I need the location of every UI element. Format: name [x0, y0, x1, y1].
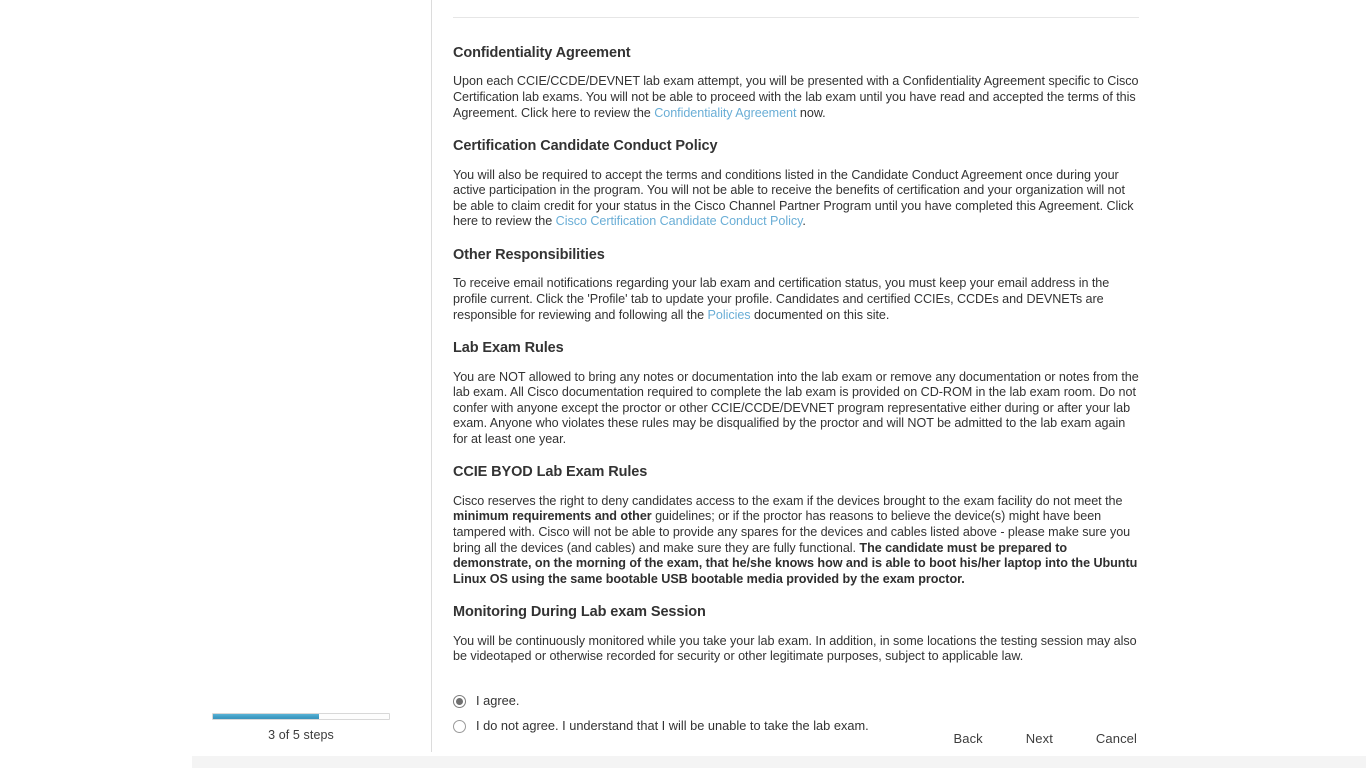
- section-heading: Confidentiality Agreement: [453, 45, 631, 61]
- top-divider-rule: [453, 17, 1139, 18]
- progress-track: [212, 713, 390, 720]
- section-heading: Certification Candidate Conduct Policy: [453, 138, 718, 155]
- inline-link[interactable]: Confidentiality Agreement: [654, 105, 797, 120]
- section-heading: Other Responsibilities: [453, 246, 605, 263]
- body-text-run: You will be continuously monitored while you take your lab exam. In addition, in some locations the testing session may also be videotaped or otherwise recorded for security or other legitimate purposes, subject to applicable law.: [453, 633, 1137, 664]
- section-body: [453, 494, 1139, 588]
- section-certification-candidate-conduct-policy: [453, 138, 1139, 230]
- vertical-divider: [431, 0, 432, 752]
- radio-agree-icon[interactable]: [453, 695, 466, 708]
- choice-label: I do not agree. I understand that I will be unable to take the lab exam.: [476, 718, 869, 733]
- emphasis-text: minimum requirements and other: [453, 509, 652, 524]
- emphasis-text: The candidate must be prepared to demonstrate, on the morning of the exam, that he/she knows how and is able to boot his/her laptop into the Ubuntu Linux OS using the same bootable USB bootable media provided by the exam proctor.: [453, 540, 1138, 586]
- wizard-footer-actions: [453, 727, 1139, 750]
- section-body: [453, 370, 1139, 448]
- section-body: [453, 74, 1139, 121]
- body-text-run: documented on this site.: [750, 307, 890, 322]
- body-text-run: Cisco reserves the right to deny candidates access to the exam if the devices brought to the exam facility do not meet the: [453, 493, 1123, 508]
- inline-link[interactable]: Cisco Certification Candidate Conduct Policy: [555, 214, 803, 229]
- choice-agree[interactable]: [453, 694, 1139, 708]
- section-ccie-byod-lab-exam-rules: [453, 464, 1139, 587]
- section-lab-exam-rules: [453, 340, 1139, 447]
- wizard-progress: [212, 713, 390, 742]
- section-body: [453, 634, 1139, 665]
- progress-fill: [213, 714, 319, 719]
- section-body: [453, 276, 1139, 323]
- section-heading: Monitoring During Lab exam Session: [453, 604, 706, 621]
- section-body: [453, 168, 1139, 230]
- progress-step-label: 3 of 5 steps: [268, 728, 334, 742]
- body-text-run: You will also be required to accept the terms and conditions listed in the Candidate Conduct Agreement once during your active participation in the program. You will not be able to receive the benefits of certification and your organization will not be able to claim credit for your status in the Cisco Channel Partner Program until you have completed this Agreement. Click here to review the: [453, 167, 1134, 229]
- agreement-content-pane: [453, 0, 1139, 744]
- agreement-sections: [453, 45, 1139, 665]
- next-button[interactable]: Next: [1024, 727, 1055, 750]
- inline-link[interactable]: Policies: [707, 307, 751, 322]
- back-button[interactable]: Back: [951, 727, 984, 750]
- body-text-run: Upon each CCIE/CCDE/DEVNET lab exam attempt, you will be presented with a Confidentiality Agreement specific to Cisco Certification lab exams. You will not be able to proceed with the lab exam until you have read and accepted the terms of this Agreement. Click here to review the: [453, 74, 1139, 120]
- cancel-button[interactable]: Cancel: [1094, 727, 1139, 750]
- section-monitoring-during-lab-exam-session: [453, 604, 1139, 665]
- body-text-run: guidelines; or if the proctor has reasons to believe the device(s) might have been tampered with. Cisco will not be able to provide any spares for the devices and cables listed above - please make sure you bring all the devices (and cables) and make sure they are fully functional.: [453, 509, 1131, 555]
- body-text-run: .: [802, 214, 806, 229]
- section-confidentiality-agreement: [453, 45, 1139, 121]
- section-other-responsibilities: [453, 247, 1139, 323]
- page-bottom-band: [192, 756, 1366, 768]
- section-heading: Lab Exam Rules: [453, 340, 564, 357]
- left-column: [0, 0, 431, 752]
- body-text-run: now.: [796, 105, 826, 120]
- choice-label: I agree.: [476, 693, 520, 708]
- body-text-run: You are NOT allowed to bring any notes or documentation into the lab exam or remove any documentation or notes from the lab exam. All Cisco documentation required to complete the lab exam is provided on CD-ROM in the lab exam room. Do not confer with anyone except the proctor or other CCIE/CCDE/DEVNET program representative either during or after your lab exam. Anyone who violates these rules may be disqualified by the proctor and will NOT be admitted to the lab exam again for at least one year.: [453, 369, 1139, 446]
- section-heading: CCIE BYOD Lab Exam Rules: [453, 464, 648, 481]
- body-text-run: To receive email notifications regarding your lab exam and certification status, you must keep your email address in the profile current. Click the 'Profile' tab to update your profile. Candidates and certified CCIEs, CCDEs and DEVNETs are responsible for reviewing and following all the: [453, 276, 1110, 322]
